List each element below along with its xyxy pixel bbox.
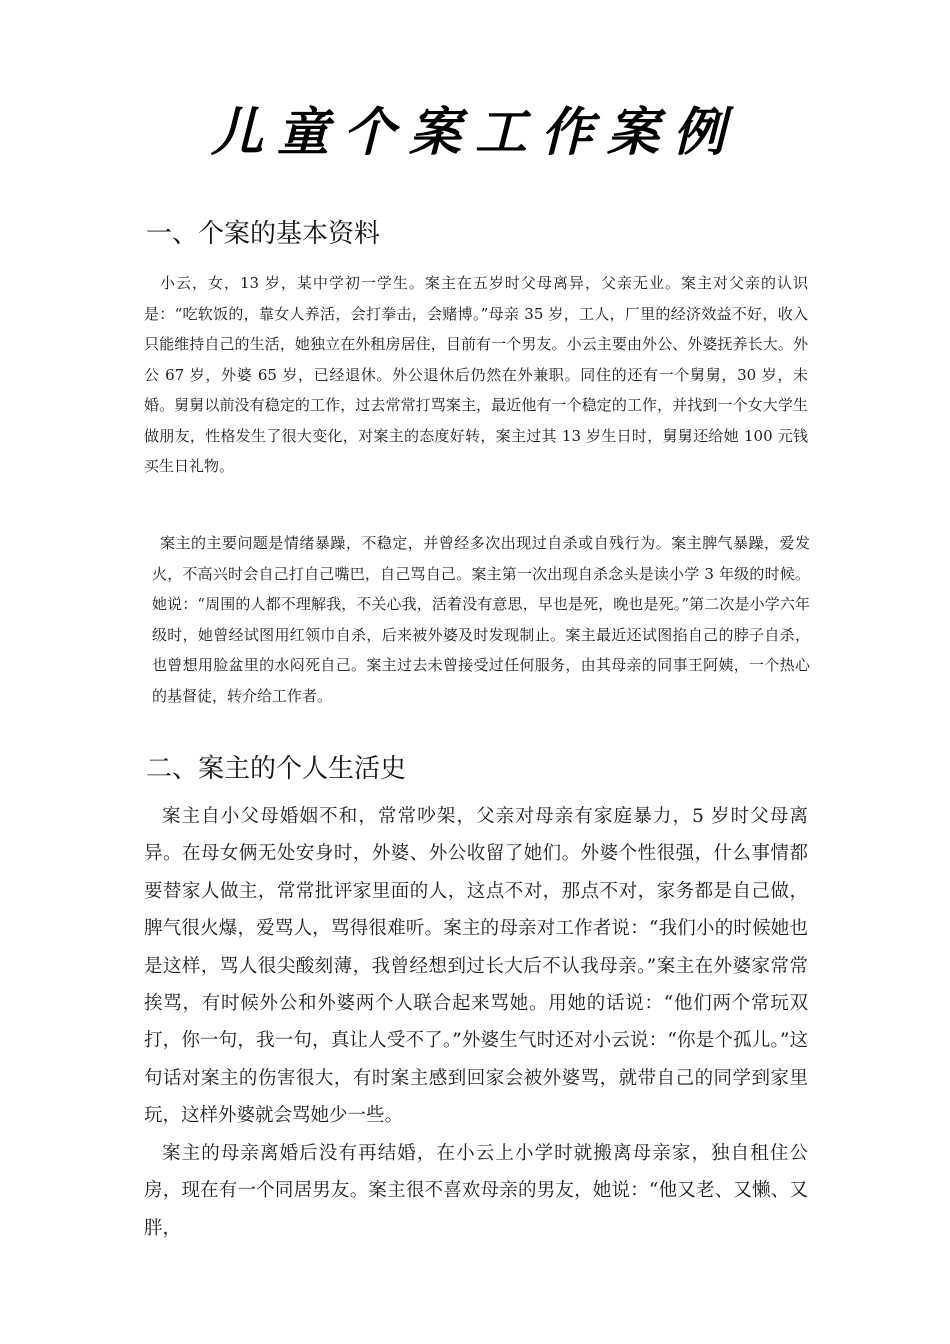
paragraph-basic-info-2: 案主的主要问题是情绪暴躁，不稳定，并曾经多次出现过自杀或自残行为。案主脾气暴躁，爱发火，不高兴时会自己打自己嘴巴，自己骂自己。案主第一次出现自杀念头是读小学 3 年级的时候。她说：“周围的人都不理解我，不关心我，活着没有意思，早也是死，晚也是死。”第二次是小学六年级时，她曾经试图用红领巾自杀，后来被外婆及时发现制止。案主最近还试图掐自己的脖子自杀，也曾想用脸盆里的水闷死自己。案主过去未曾接受过任何服务，由其母亲的同事王阿姨，一个热心的基督徒，转介给工作者。 bbox=[152, 534, 810, 705]
paragraph-life-history-2: 案主的母亲离婚后没有再结婚，在小云上小学时就搬离母亲家，独自租住公房，现在有一个同居男友。案主很不喜欢母亲的男友，她说：“他又老、又懒、又胖， bbox=[144, 1143, 808, 1239]
section-heading-basic-info: 一、个案的基本资料 bbox=[146, 219, 381, 249]
section-heading-life-history: 二、案主的个人生活史 bbox=[146, 754, 407, 784]
document-title: 儿童个案工作案例 bbox=[210, 102, 739, 163]
paragraph-life-history-1: 案主自小父母婚姻不和，常常吵架，父亲对母亲有家庭暴力，5 岁时父母离异。在母女俩无处安身时，外婆、外公收留了她们。外婆个性很强，什么事情都要替家人做主，常常批评家里面的人，这点不对，那点不对，家务都是自己做，脾气很火爆，爱骂人，骂得很难听。案主的母亲对工作者说：“我们小的时候她也是这样，骂人很尖酸刻薄，我曾经想到过长大后不认我母亲。”案主在外婆家常常挨骂，有时候外公和外婆两个人联合起来骂她。用她的话说：“他们两个常玩双打，你一句，我一句，真让人受不了。”外婆生气时还对小云说：“你是个孤儿。”这句话对案主的伤害很大，有时案主感到回家会被外婆骂，就带自己的同学到家里玩，这样外婆就会骂她少一些。 bbox=[144, 806, 808, 1127]
paragraph-basic-info-1: 小云，女，13 岁，某中学初一学生。案主在五岁时父母离异，父亲无业。案主对父亲的认识是：“吃软饭的，靠女人养活，会打拳击，会赌博。”母亲 35 岁，工人，厂里的经济效益不好，收入只能维持自己的生活，她独立在外租房居住，目前有一个男友。小云主要由外公、外婆抚养长大。外公 67 岁，外婆 65 岁，已经退休。外公退休后仍然在外兼职。同住的还有一个舅舅，30 岁，未婚。舅舅以前没有稳定的工作，过去常常打骂案主，最近他有一个稳定的工作，并找到一个女大学生做朋友，性格发生了很大变化，对案主的态度好转，案主过其 13 岁生日时，舅舅还给她 100 元钱买生日礼物。 bbox=[144, 274, 808, 475]
